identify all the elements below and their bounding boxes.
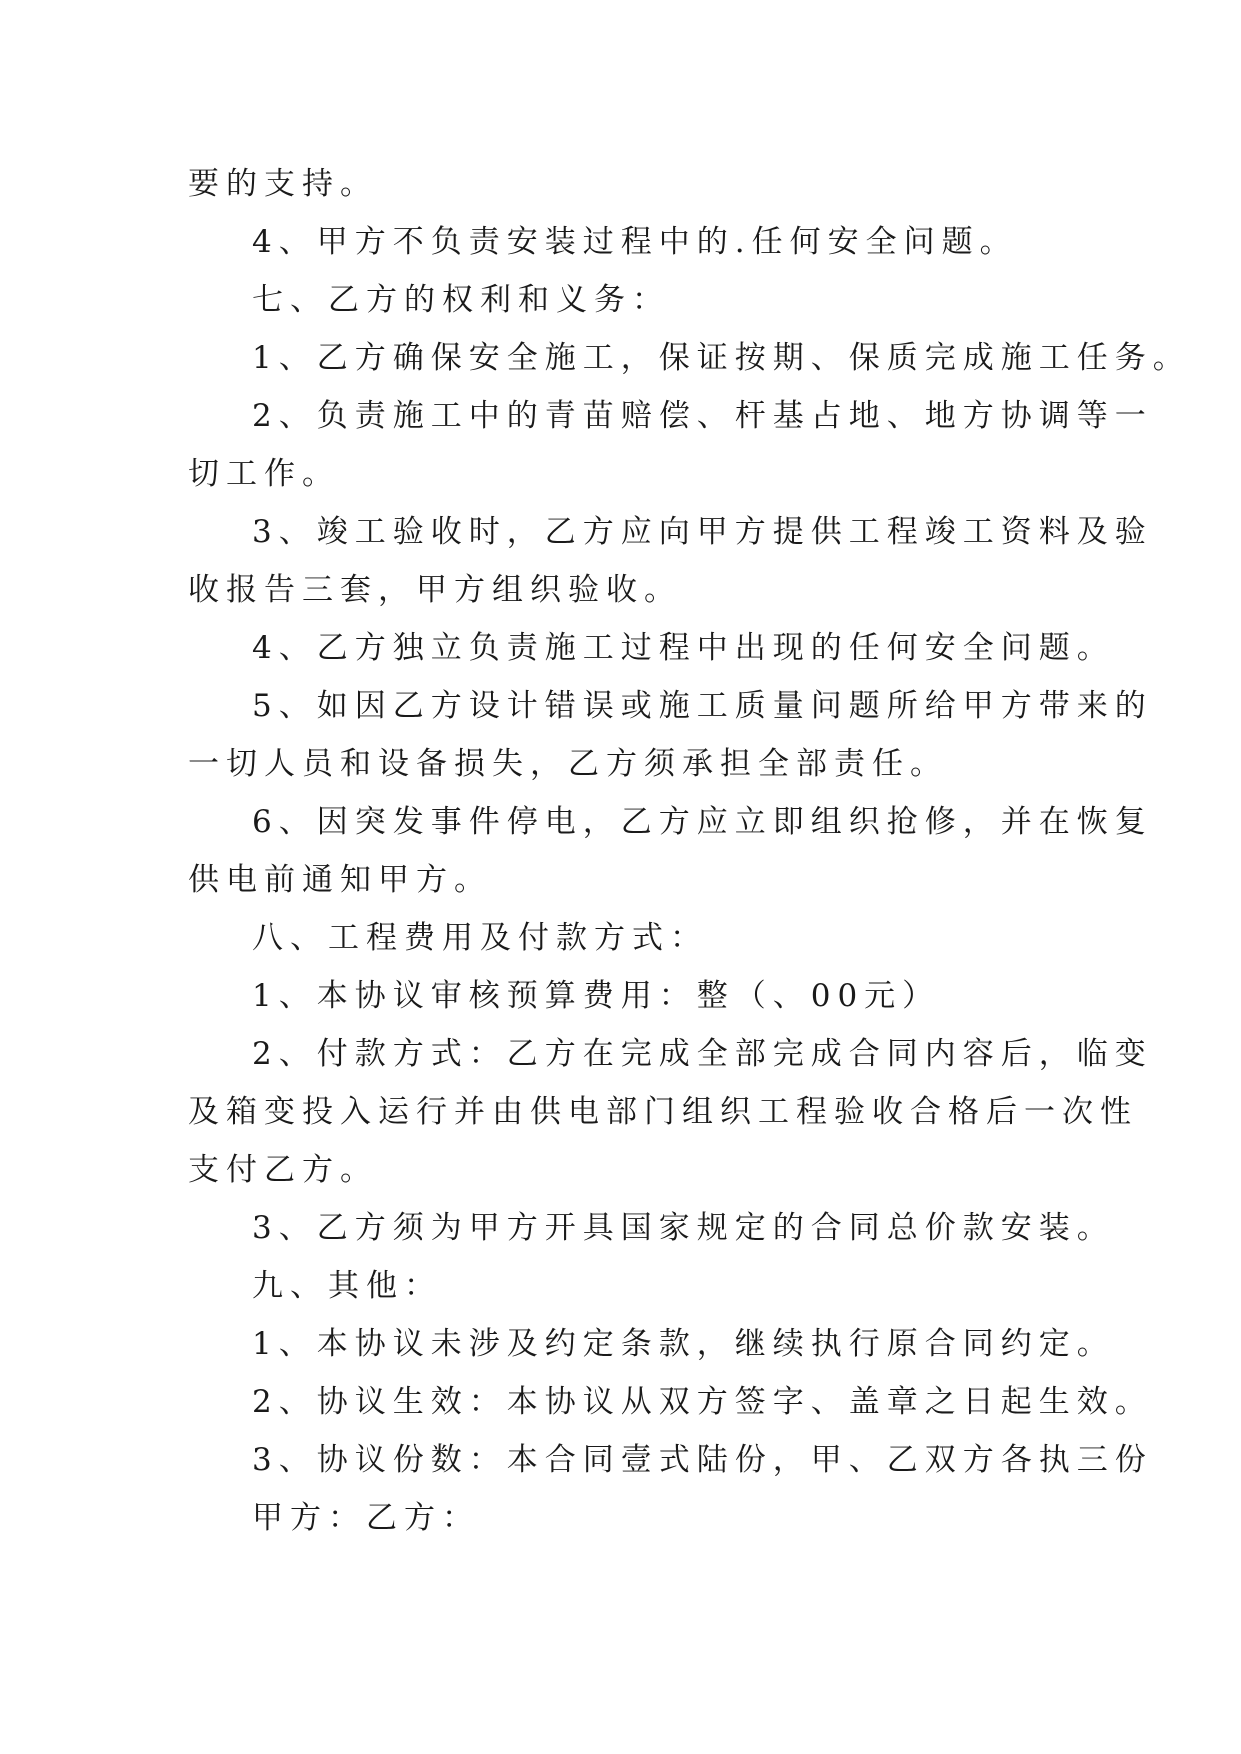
text-line-18: 支付乙方。 [188,1152,378,1188]
text-line-16: 2、付款方式：乙方在完成全部完成合同内容后，临变 [252,1036,1153,1072]
text-line-21: 1、本协议未涉及约定条款，继续执行原合同约定。 [252,1326,1115,1362]
text-line-13: 供电前通知甲方。 [188,862,492,898]
text-line-10: 5、如因乙方设计错误或施工质量问题所给甲方带来的 [252,688,1153,724]
text-line-4: 1、乙方确保安全施工，保证按期、保质完成施工任务。 [252,340,1191,376]
signature-line: 甲方：乙方： [252,1500,480,1536]
document-body [188,155,1191,1547]
text-line-1: 要的支持。 [188,166,378,202]
text-line-6: 切工作。 [188,456,340,492]
text-line-23: 3、协议份数：本合同壹式陆份，甲、乙双方各执三份 [252,1442,1153,1478]
text-line-12: 6、因突发事件停电，乙方应立即组织抢修，并在恢复 [252,804,1153,840]
section-heading-7: 七、乙方的权利和义务： [252,282,670,318]
text-line-7: 3、竣工验收时，乙方应向甲方提供工程竣工资料及验 [252,514,1153,550]
text-line-9: 4、乙方独立负责施工过程中出现的任何安全问题。 [252,630,1115,666]
text-line-17: 及箱变投入运行并由供电部门组织工程验收合格后一次性 [188,1094,1138,1130]
section-heading-9: 九、其他： [252,1268,442,1304]
text-line-5: 2、负责施工中的青苗赔偿、杆基占地、地方协调等一 [252,398,1153,434]
text-line-11: 一切人员和设备损失，乙方须承担全部责任。 [188,746,948,782]
text-line-22: 2、协议生效：本协议从双方签字、盖章之日起生效。 [252,1384,1153,1420]
text-line-8: 收报告三套，甲方组织验收。 [188,572,682,608]
text-line-2: 4、甲方不负责安装过程中的.任何安全问题。 [252,224,1018,260]
section-heading-8: 八、工程费用及付款方式： [252,920,708,956]
text-line-19: 3、乙方须为甲方开具国家规定的合同总价款安装。 [252,1210,1115,1246]
text-line-15: 1、本协议审核预算费用：整（、00元） [252,978,941,1014]
